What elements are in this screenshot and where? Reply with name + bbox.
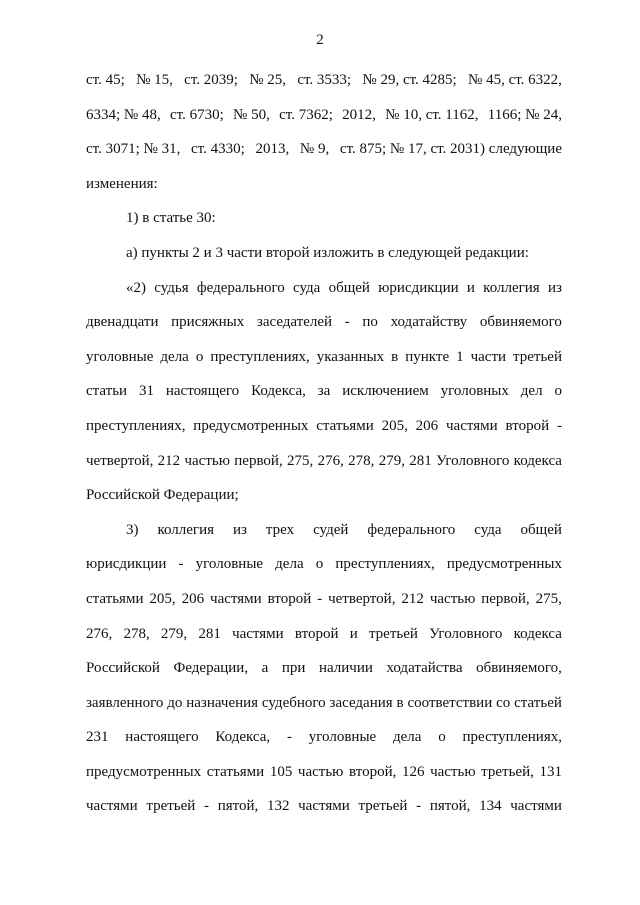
- text-word: наличии: [318, 660, 373, 677]
- text-word: № 29, ст. 4285;: [362, 72, 457, 88]
- text-word: 2013,: [255, 141, 290, 158]
- text-word: пункте: [405, 348, 450, 365]
- text-word: ст. 7362;: [279, 106, 333, 123]
- text-word: дела: [393, 729, 422, 746]
- text-line: [86, 70, 562, 105]
- text-line: [86, 658, 562, 693]
- text-line: а) пункты 2 и 3 части второй изложить в следующей редакции:: [126, 244, 529, 261]
- text-word: предусмотренных: [193, 417, 309, 434]
- text-word: частью: [184, 452, 230, 469]
- text-word: и: [349, 625, 358, 642]
- text-word: № 15,: [136, 72, 173, 88]
- text-word: общей: [328, 279, 370, 296]
- text-line: 1) в статье 30:: [126, 210, 216, 227]
- text-word: о: [195, 348, 204, 365]
- text-word: частями: [86, 798, 138, 815]
- text-word: 278,: [123, 625, 150, 642]
- text-line: [86, 762, 562, 797]
- text-word: Кодекса,: [215, 729, 271, 746]
- text-word: второй: [505, 417, 550, 434]
- text-word: в: [396, 694, 404, 711]
- text-line: [86, 416, 562, 451]
- text-word: юрисдикции: [378, 279, 459, 296]
- text-word: заявленного: [86, 694, 164, 711]
- text-word: пятой,: [429, 798, 471, 815]
- page-number: 2: [316, 32, 324, 48]
- text-word: ходатайству: [390, 314, 468, 331]
- text-word: о: [315, 556, 324, 573]
- text-word: 275,: [287, 452, 314, 469]
- text-line: [86, 693, 562, 728]
- text-word: суда: [293, 279, 321, 296]
- text-line: [86, 312, 562, 347]
- text-word: по: [362, 314, 378, 331]
- text-word: преступлениях,: [462, 729, 562, 746]
- text-word: третьей: [368, 625, 418, 642]
- text-word: частью: [429, 590, 476, 607]
- text-word: части: [470, 348, 507, 365]
- text-line: [86, 347, 562, 382]
- text-word: 276,: [317, 452, 344, 469]
- text-word: судья: [154, 279, 189, 296]
- text-word: Уголовного: [436, 452, 510, 469]
- text-word: четвертой,: [328, 590, 396, 607]
- text-word: трех: [265, 521, 295, 538]
- text-word: Российской: [86, 660, 160, 677]
- text-word: уголовные: [308, 729, 377, 746]
- text-word: -: [416, 798, 422, 815]
- text-word: 1: [456, 348, 464, 365]
- text-word: 275,: [535, 590, 562, 607]
- text-word: 131: [539, 763, 562, 780]
- text-line: [86, 139, 562, 174]
- text-line: [86, 727, 562, 762]
- text-word: 206: [415, 417, 439, 434]
- text-word: частями: [446, 417, 498, 434]
- text-word: 281: [198, 625, 221, 642]
- text-word: статьями: [86, 590, 144, 607]
- text-word: 134: [479, 798, 502, 815]
- text-line: [86, 451, 562, 486]
- text-word: предусмотренных: [446, 556, 562, 573]
- text-word: статьями: [206, 763, 265, 780]
- text-word: кодекса: [513, 625, 562, 642]
- text-word: обвиняемого,: [476, 660, 562, 677]
- text-word: Уголовного: [429, 625, 503, 642]
- text-word: частями: [232, 625, 284, 642]
- text-word: второй: [294, 625, 339, 642]
- text-word: ходатайства: [386, 660, 463, 677]
- text-word: 2012,: [342, 106, 376, 123]
- text-line: изменения:: [86, 175, 158, 192]
- text-word: а: [261, 660, 269, 677]
- text-word: преступлениях,: [210, 348, 310, 365]
- text-word: № 10, ст. 1162,: [385, 106, 479, 123]
- text-word: 279,: [378, 452, 405, 469]
- text-word: ст. 6730;: [170, 106, 224, 123]
- text-word: дела: [275, 556, 304, 573]
- text-word: двенадцати: [86, 314, 159, 331]
- text-word: № 45, ст. 6322,: [468, 72, 562, 88]
- text-word: четвертой,: [86, 452, 154, 469]
- text-word: «2): [126, 279, 146, 296]
- text-word: дел: [520, 383, 543, 400]
- text-word: № 25,: [249, 72, 287, 88]
- text-word: 212: [401, 590, 424, 607]
- text-word: 3): [126, 521, 139, 538]
- text-word: статьями: [316, 417, 374, 434]
- text-word: обвиняемого: [479, 314, 562, 331]
- text-word: 279,: [160, 625, 188, 642]
- text-word: настоящего: [125, 729, 199, 746]
- text-word: уголовные: [195, 556, 264, 573]
- text-word: 105: [269, 763, 293, 780]
- text-word: из: [547, 279, 562, 296]
- text-word: 281: [409, 452, 432, 469]
- text-word: Кодекса,: [251, 383, 306, 400]
- text-word: -: [344, 314, 350, 331]
- text-word: первой,: [481, 590, 530, 607]
- text-word: ст. 875; № 17, ст. 2031) следующие: [339, 141, 562, 158]
- text-word: 1166; № 24,: [487, 106, 562, 123]
- text-word: в: [391, 348, 399, 365]
- text-word: со: [496, 694, 511, 711]
- text-line: [86, 520, 562, 555]
- text-word: федерального: [196, 279, 285, 296]
- text-word: Федерации,: [173, 660, 249, 677]
- text-word: назначения: [186, 694, 259, 711]
- text-word: 31: [138, 383, 154, 400]
- text-line: [86, 796, 562, 831]
- text-word: 205,: [149, 590, 176, 607]
- text-word: третьей: [146, 798, 196, 815]
- text-word: кодекса: [513, 452, 562, 469]
- text-word: юрисдикции: [86, 556, 167, 573]
- text-word: ст. 45;: [86, 72, 125, 88]
- text-word: второй: [267, 590, 312, 607]
- text-word: ст. 4330;: [191, 141, 245, 158]
- text-word: исключением: [342, 383, 429, 400]
- text-word: ст. 3071; № 31,: [86, 141, 181, 158]
- text-word: преступлениях,: [335, 556, 435, 573]
- text-word: при: [281, 660, 306, 677]
- text-word: -: [286, 729, 292, 746]
- text-word: из: [232, 521, 247, 538]
- text-word: -: [556, 417, 562, 434]
- text-word: федерального: [367, 521, 456, 538]
- text-word: коллегия: [157, 521, 215, 538]
- text-word: заседания: [329, 694, 393, 711]
- text-word: № 50,: [233, 106, 270, 123]
- text-word: 206: [181, 590, 205, 607]
- text-word: соответствии: [407, 694, 493, 711]
- text-word: частями: [298, 798, 350, 815]
- text-word: 205,: [381, 417, 408, 434]
- text-word: 6334; № 48,: [86, 106, 161, 123]
- text-line: [86, 381, 562, 416]
- text-word: уголовных: [440, 383, 509, 400]
- text-word: и: [466, 279, 475, 296]
- text-word: дела: [160, 348, 189, 365]
- text-word: частью: [430, 763, 476, 780]
- text-word: 231: [86, 729, 109, 746]
- text-word: уголовные: [86, 348, 154, 365]
- text-word: преступлениях,: [86, 417, 186, 434]
- text-line: [86, 589, 562, 624]
- text-word: частями: [510, 798, 562, 815]
- text-word: о: [554, 383, 562, 400]
- text-word: заседателей: [256, 314, 333, 331]
- text-word: 132: [266, 798, 290, 815]
- text-word: ст. 2039;: [184, 72, 238, 88]
- text-word: присяжных: [171, 314, 245, 331]
- text-word: коллегия: [483, 279, 540, 296]
- text-word: суда: [474, 521, 502, 538]
- document-text: [86, 70, 562, 831]
- text-word: 278,: [348, 452, 375, 469]
- text-word: 212: [157, 452, 181, 469]
- text-word: № 9,: [299, 141, 330, 158]
- text-line: Российской Федерации;: [86, 487, 239, 504]
- text-word: второй,: [349, 763, 397, 780]
- text-line: [86, 554, 562, 589]
- text-word: -: [178, 556, 184, 573]
- text-word: за: [317, 383, 331, 400]
- text-word: пятой,: [217, 798, 259, 815]
- text-line: [86, 624, 562, 659]
- text-word: 276,: [86, 625, 113, 642]
- text-word: -: [204, 798, 209, 815]
- text-word: третьей,: [481, 763, 534, 780]
- text-word: статьей: [514, 694, 562, 711]
- text-word: статьи: [86, 383, 128, 400]
- text-word: третьей: [513, 348, 562, 365]
- text-word: частью: [297, 763, 344, 780]
- text-word: судей: [313, 521, 349, 538]
- text-word: частями: [210, 590, 262, 607]
- text-word: общей: [520, 521, 562, 538]
- text-line: [86, 105, 562, 140]
- text-word: судебного: [261, 694, 326, 711]
- text-word: до: [167, 694, 183, 711]
- text-word: -: [317, 590, 323, 607]
- text-word: настоящего: [165, 383, 240, 400]
- text-word: указанных: [316, 348, 385, 365]
- text-word: о: [438, 729, 446, 746]
- text-word: третьей: [358, 798, 408, 815]
- text-word: ст. 3533;: [297, 72, 352, 88]
- text-word: 126: [401, 763, 425, 780]
- text-line: [86, 278, 562, 313]
- text-word: предусмотренных: [86, 763, 202, 780]
- text-word: первой,: [234, 452, 283, 469]
